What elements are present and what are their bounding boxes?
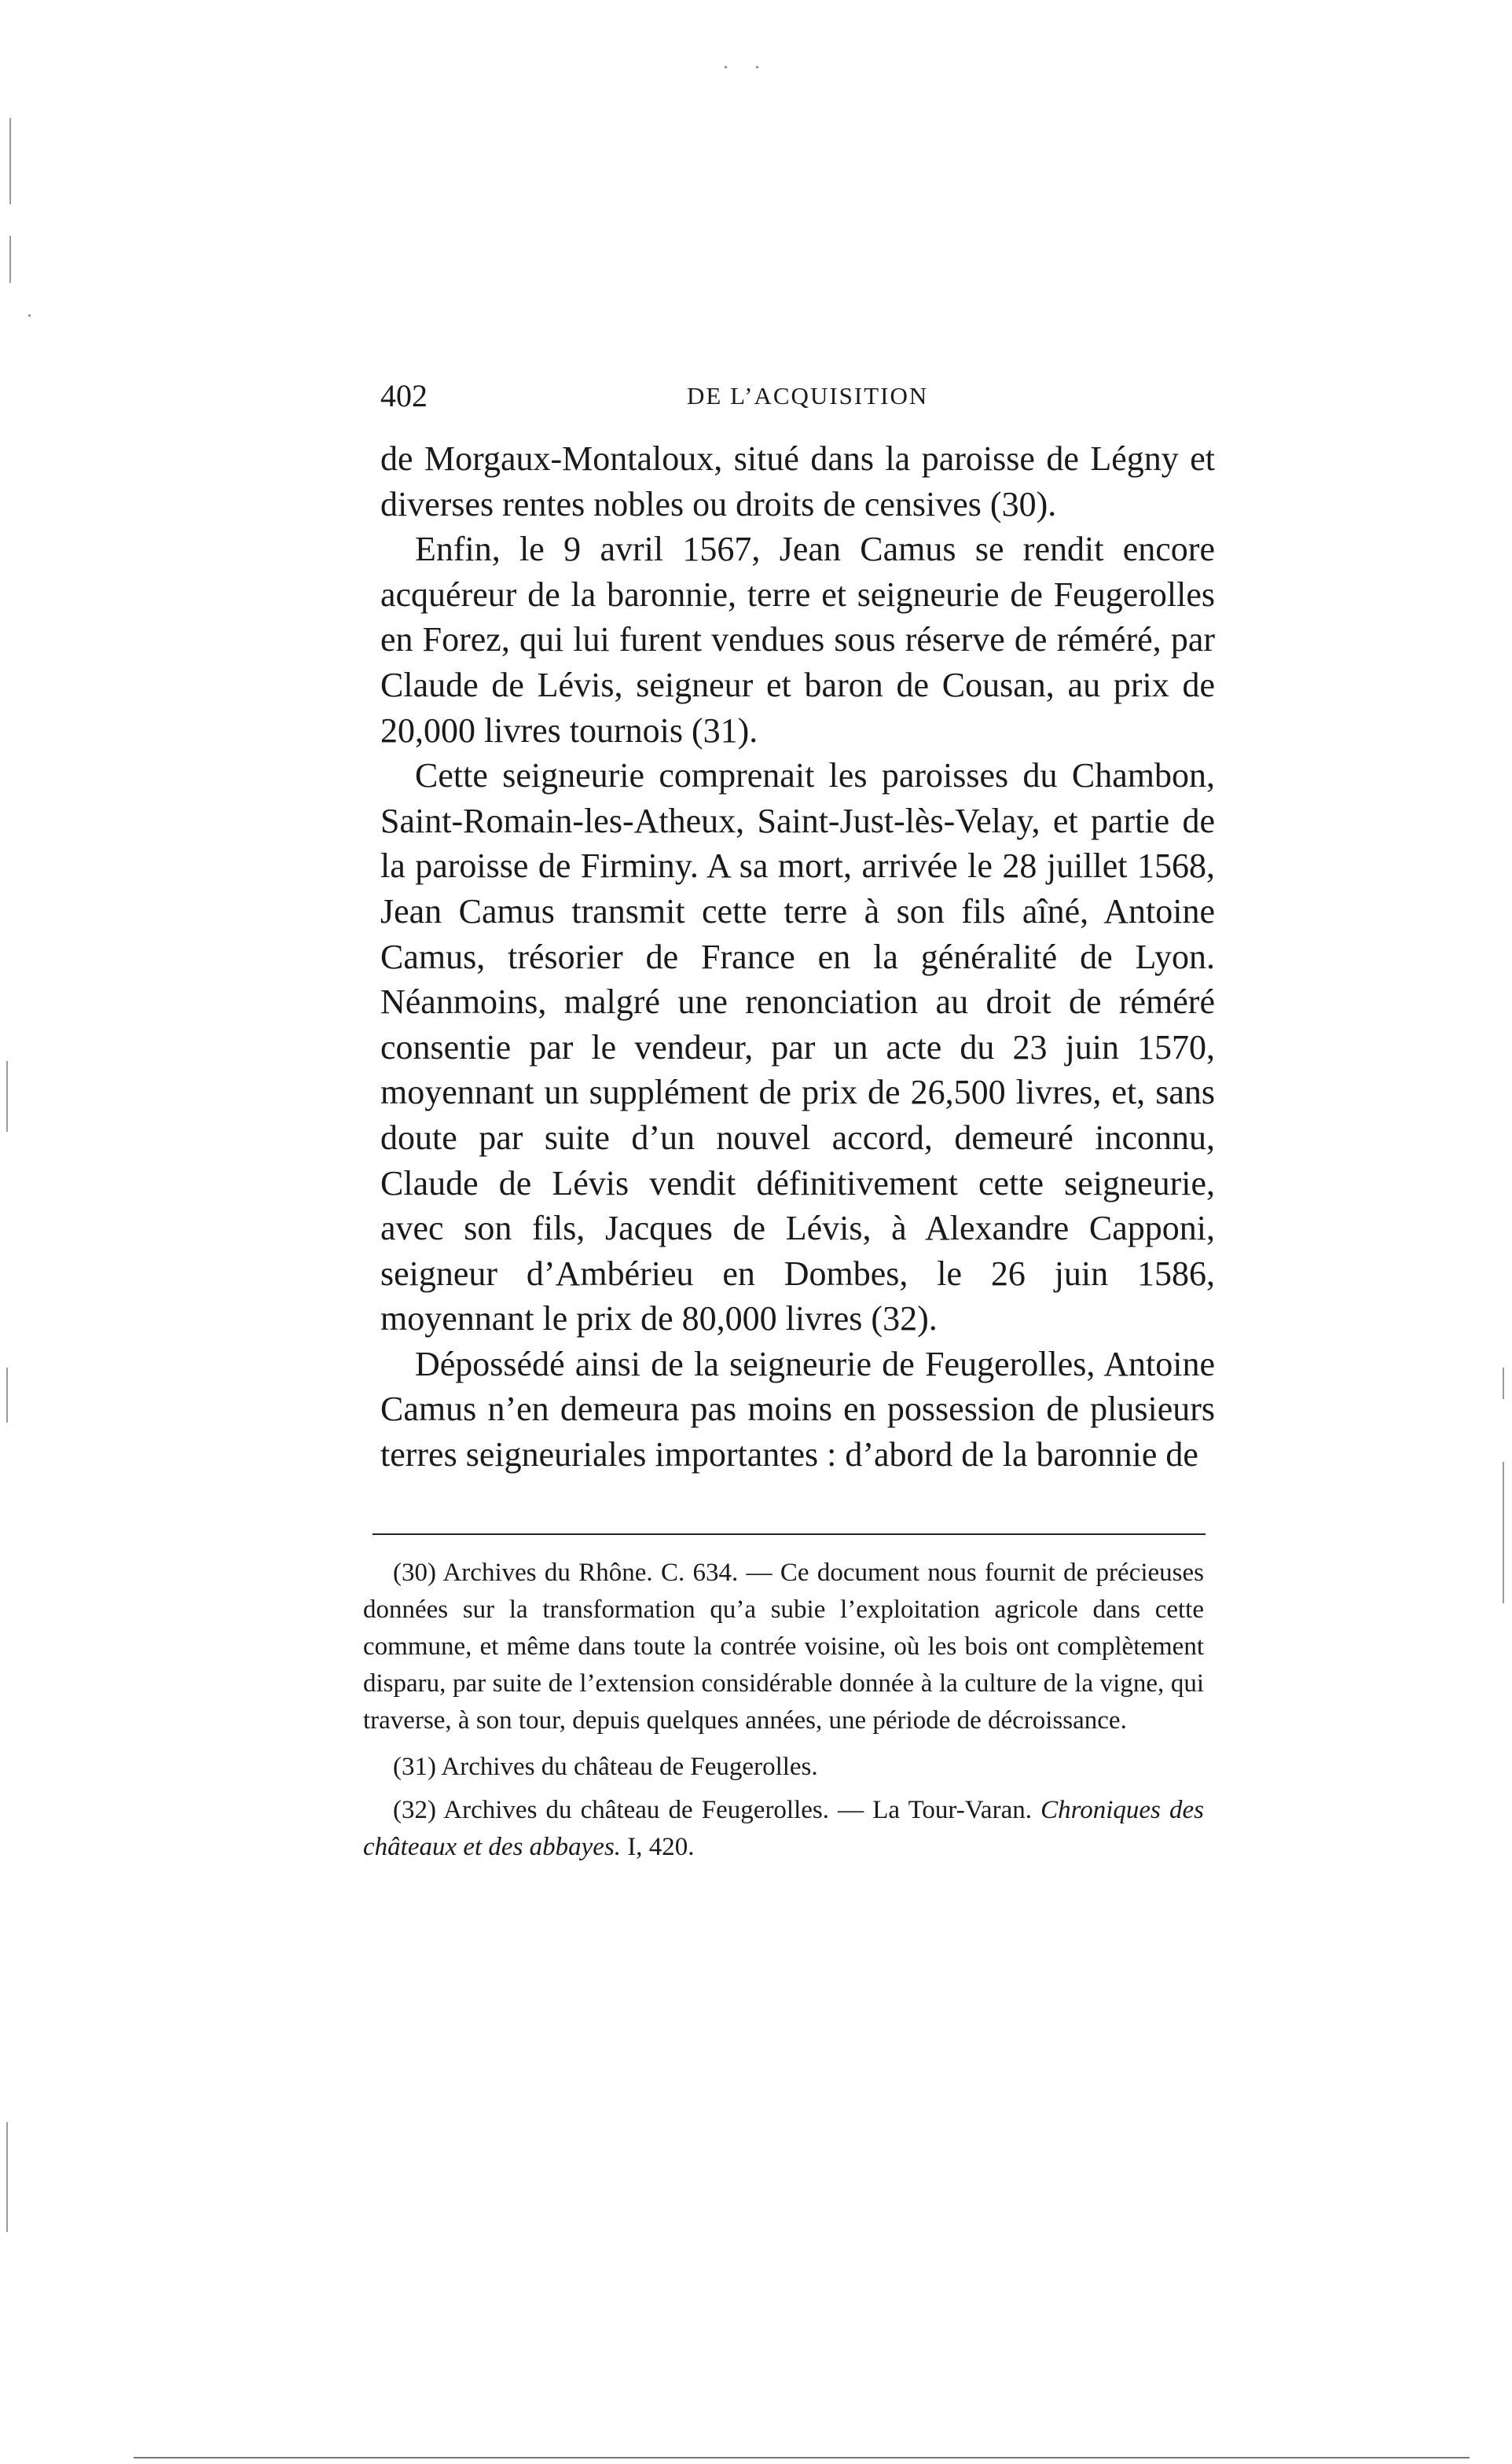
footnote-32: [363, 1792, 1204, 1866]
page-number: 402: [380, 378, 428, 413]
scan-speck: [725, 66, 727, 68]
scan-speck: [756, 66, 758, 68]
footnote-separator: [372, 1533, 1206, 1535]
scan-edge-mark: [1503, 1462, 1504, 1603]
paragraph: Enfin, le 9 avril 1567, Jean Camus se rendit encore acquéreur de la baronnie, terre et seigneurie de Feugerolles en Forez, qui lui furent vendues sous réserve de réméré, par Claude de Lévis, seigneur et baron de Cousan, au prix de 20,000 livres tournois (31).: [380, 530, 1215, 750]
paragraph: Dépossédé ainsi de la seigneurie de Feugerolles, Antoine Camus n’en demeura pas moins en possession de plusieurs terres seigneuriales importantes : d’abord de la baronnie de: [380, 1344, 1215, 1474]
scan-edge-mark: [6, 2122, 8, 2232]
scan-speck: [28, 314, 31, 317]
paragraph: de Morgaux-Montaloux, situé dans la paroisse de Légny et diverses rentes nobles ou droits de censives (30).: [380, 439, 1215, 523]
scan-edge-mark: [6, 1061, 8, 1132]
footnote-32-title: Chroniques des châteaux et des abbayes.: [363, 1796, 1204, 1861]
main-text: [380, 436, 1215, 1478]
paragraph: Cette seigneurie comprenait les paroisses du Chambon, Saint-Romain-les-Atheux, Saint-Just-lès-Velay, et partie de la paroisse de Firminy. A sa mort, arrivée le 28 juillet 1568, Jean Camus transmit cette terre à son fils aîné, Antoine Camus, trésorier de France en la généralité de Lyon. Néanmoins, malgré une renonciation au droit de réméré consentie par le vendeur, par un acte du 23 juin 1570, moyennant un supplément de prix de 26,500 livres, et, sans doute par suite d’un nouvel accord, demeuré inconnu, Claude de Lévis vendit définitivement cette seigneurie, avec son fils, Jacques de Lévis, à Alexandre Capponi, seigneur d’Ambérieu en Dombes, le 26 juin 1586, moyennant le prix de 80,000 livres (32).: [380, 756, 1215, 1338]
footnote-32-text: (32) Archives du château de Feugerolles. — La Tour-Varan.: [393, 1796, 1041, 1824]
scan-edge-mark: [6, 1368, 8, 1423]
scan-edge-mark: [9, 118, 11, 204]
scan-edge-mark: [9, 236, 11, 283]
running-title: DE L’ACQUISITION: [687, 382, 929, 409]
scan-edge-mark: [1503, 1368, 1504, 1399]
footnote-30: (30) Archives du Rhône. C. 634. — Ce document nous fournit de précieuses données sur la transformation qu’a subie l’exploitation agricole dans cette commune, et même dans toute la contrée voisine, où les bois ont complètement disparu, par suite de l’extension considérable donnée à la culture de la vigne, qui traverse, à son tour, depuis quelques années, une période de décroissance.: [363, 1559, 1204, 1735]
footnote-31: (31) Archives du château de Feugerolles.: [393, 1753, 818, 1781]
scan-bottom-edge: [134, 2457, 1470, 2458]
running-head: [380, 377, 1213, 424]
footnote-32-ref: I, 420.: [621, 1833, 695, 1861]
footnotes: [363, 1555, 1204, 1872]
